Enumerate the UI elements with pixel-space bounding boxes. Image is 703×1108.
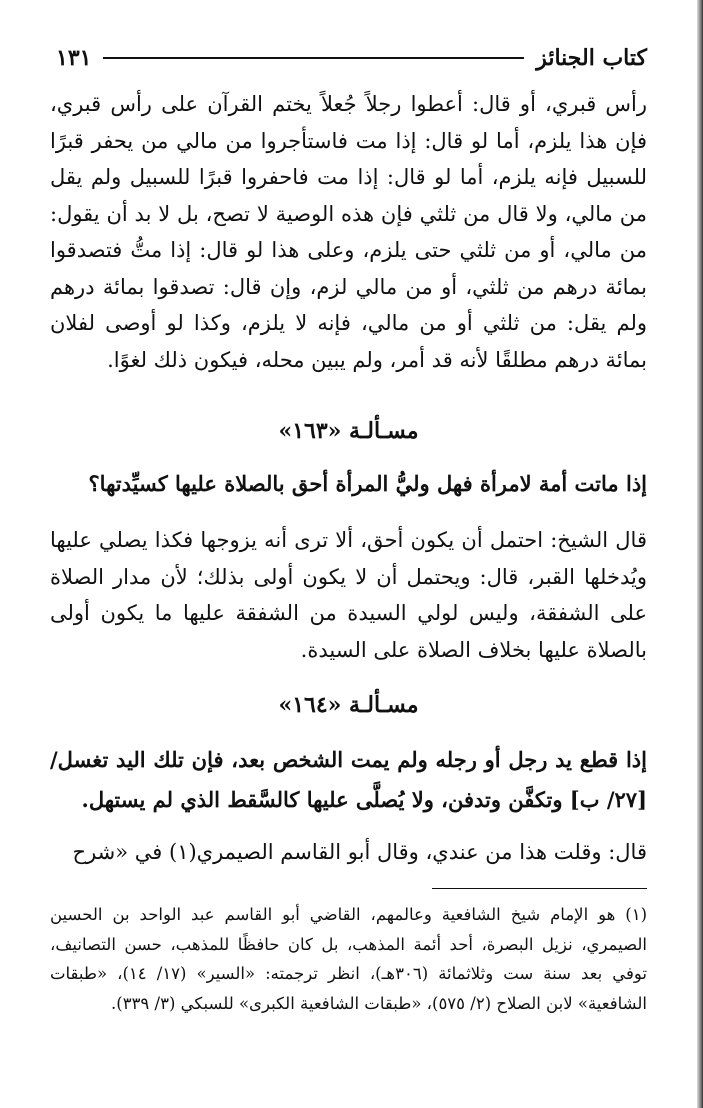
issue-answer-163-block (50, 522, 647, 668)
section-continued-text (50, 86, 647, 378)
footnote-separator (432, 888, 647, 889)
page-number: ١٣١ (56, 45, 92, 71)
footnote-1: (١) هو الإمام شيخ الشافعية وعالمهم، القاضي أبو القاسم عبد الواحد بن الحسين الصيمري، نزيل البصرة، أحد أئمة المذهب، بل كان حافظًا للمذهب، حسن التصانيف، توفي بعد سنة ست وثلاثمائة (٣٠٦هـ)، انظر ترجمته: «السير» (١٧/ ١٤)، «طبقات الشافعية» لابن الصلاح (٢/ ٥٧٥)، «طبقات الشافعية الكبرى» للسبكي (٣/ ٣٣٩). (50, 905, 647, 1013)
body-paragraph: رأس قبري، أو قال: أعطوا رجلاً جُعلاً يختم القرآن على رأس قبري، فإن هذا يلزم، أما لو قال: إذا مت فاستأجروا من مالي من يحفر قبرًا للسبيل فإنه يلزم، أما لو قال: إذا مت فاحفروا قبرًا للسبيل ولم يقل من مالي، ولا قال من ثلثي فإن هذه الوصية لا تصح، بل لا بد أن يقول: من مالي، أو من ثلثي حتى يلزم، وعلى هذا لو قال: إذا متُّ فتصدقوا بمائة درهم من ثلثي، أو من مالي لزم، وإن قال: تصدقوا بمائة درهم ولم يقل: من ثلثي أو من مالي، فإنه لا يلزم، وكذا لو أوصى لفلان بمائة درهم مطلقًا لأنه قد أمر، ولم يبين محله، فيكون ذلك لغوًا. (50, 92, 648, 372)
issue-question-163-block (50, 464, 647, 504)
issue-heading-163: مسـألـة «١٦٣» (278, 418, 419, 444)
chapter-title: كتاب الجنائز (536, 45, 647, 71)
issue-answer-163: قال الشيخ: احتمل أن يكون أحق، ألا ترى أنه يزوجها فكذا يصلي عليها ويُدخلها القبر، قال: ويحتمل أن لا يكون أولى بذلك؛ لأن مدار الصلاة على الشفقة، وليس لولي السيدة من الشفقة عليها ما يكون أولى بالصلاة عليها بخلاف الصلاة على السيدة. (50, 528, 647, 662)
issue-question-164: إذا قطع يد رجل أو رجله ولم يمت الشخص بعد، فإن تلك اليد تغسل/ [٢٧/ ب] وتكفَّن وتدفن، ولا يُصلَّى عليها كالسَّقط الذي لم يستهل. (50, 747, 647, 812)
issue-heading-164: مسـألـة «١٦٤» (278, 692, 419, 718)
running-header (56, 38, 647, 78)
issue-question-164-block (50, 740, 647, 820)
issue-answer-164: قال: وقلت هذا من عندي، وقال أبو القاسم الصيمري(١) في «شرح (72, 840, 647, 864)
issue-answer-164-block (50, 834, 647, 871)
header-rule (103, 57, 524, 59)
page-edge-shadow (697, 0, 703, 1108)
issue-question-163: إذا ماتت أمة لامرأة فهل وليُّ المرأة أحق بالصلاة عليها كسيِّدتها؟ (88, 471, 647, 496)
